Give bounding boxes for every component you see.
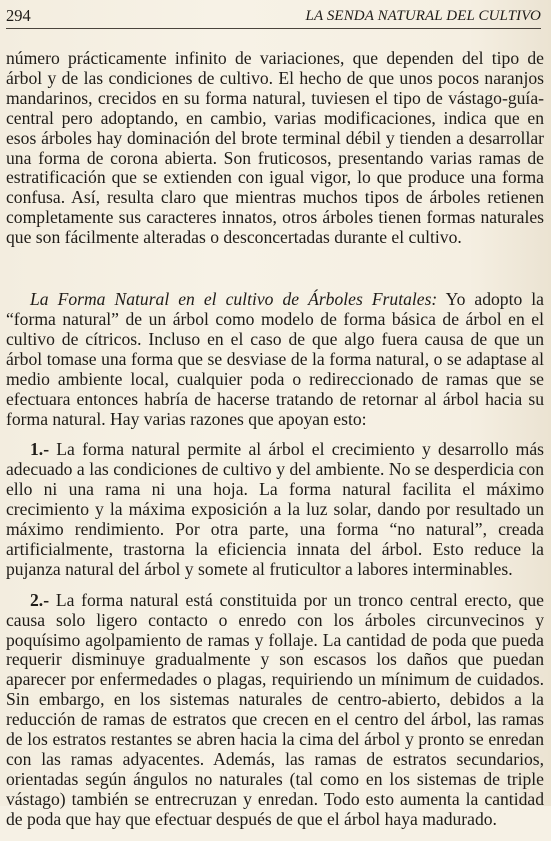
item-text-2: La forma natural está constituida por un tronco central erecto, que causa solo ligero contacto o enredo con los árboles circunvecinos y poquísimo agolpamiento de ramas y follaje. La cantidad de poda que pueda requerir disminuye gradualmente y son escasos los daños que puedan aparecer por enfermedades o plagas, requiriendo un mínimum de cuidados. Sin embargo, en los sistemas naturales de centro-abierto, debidos a la reducción de ramas de estratos que crecen en el centro del árbol, las ramas de los estratos restantes se abren hacia la cima del árbol y pronto se enredan con las ramas adyacentes. Además, las ramas de estratos secundarios, orientadas según ángulos no naturales (tal como en los sistemas de triple vástago) también se entrecruzan y enredan. Todo esto aumenta la cantidad de poda que hay que efectuar después de que el árbol haya madurado.: [6, 589, 544, 829]
running-title: LA SENDA NATURAL DEL CULTIVO: [305, 8, 541, 24]
page-number: 294: [6, 6, 31, 25]
page-header: [6, 6, 541, 29]
body-text: [6, 49, 544, 841]
section-heading: La Forma Natural en el cultivo de Árboles Frutales:: [30, 289, 438, 310]
paragraph-continuation: número prácticamente infinito de variaciones, que dependen del tipo de árbol y de las condiciones de cultivo. El hecho de que unos pocos naranjos mandarinos, crecidos en su forma natural, tuviesen el tipo de vástago-guía-central pero adoptando, en cambio, varias modificaciones, indica que en esos árboles hay dominación del brote terminal débil y tienden a desarrollar una forma de corona abierta. Son fruticosos, presentando varias ramas de estratificación que se extienden con igual vigor, lo que produce una forma confusa. Así, resulta claro que mientras muchos tipos de árboles retienen completamente sus caracteres innatos, otros árboles tienen formas naturales que son fácilmente alteradas o desconcertadas durante el cultivo.: [6, 48, 544, 248]
paragraph-natural-form-text: Yo adopto la “forma natural” de un árbol como modelo de forma básica de árbol en el cultivo de cítricos. Incluso en el caso de que algo fuera causa de que un árbol tomase una forma que se desviase de la forma natural, o se adaptase al medio ambiente local, cualquier poda o redireccionado de ramas que se efectuara entonces habría de hacerse tratando de retornar al árbol hacia su forma natural. Hay varias razones que apoyan esto:: [6, 289, 544, 429]
item-number-2: 2.-: [30, 589, 50, 610]
paragraph-natural-form: [6, 290, 544, 429]
numbered-paragraph-2: [6, 591, 544, 830]
item-number-1: 1.-: [30, 439, 50, 460]
numbered-paragraph-1: [6, 440, 544, 579]
item-text-1: La forma natural permite al árbol el crecimiento y desarrollo más adecuado a las condiciones de cultivo y del ambiente. No se desperdicia con ello ni una rama ni una hoja. La forma natural facilita el máximo crecimiento y la máxima exposición a la luz solar, dando por resultado un máximo rendimiento. Por otra parte, una forma “no natural”, creada artificialmente, trastorna la eficiencia innata del árbol. Esto reduce la pujanza natural del árbol y somete al fruticultor a labores interminables.: [6, 439, 544, 579]
